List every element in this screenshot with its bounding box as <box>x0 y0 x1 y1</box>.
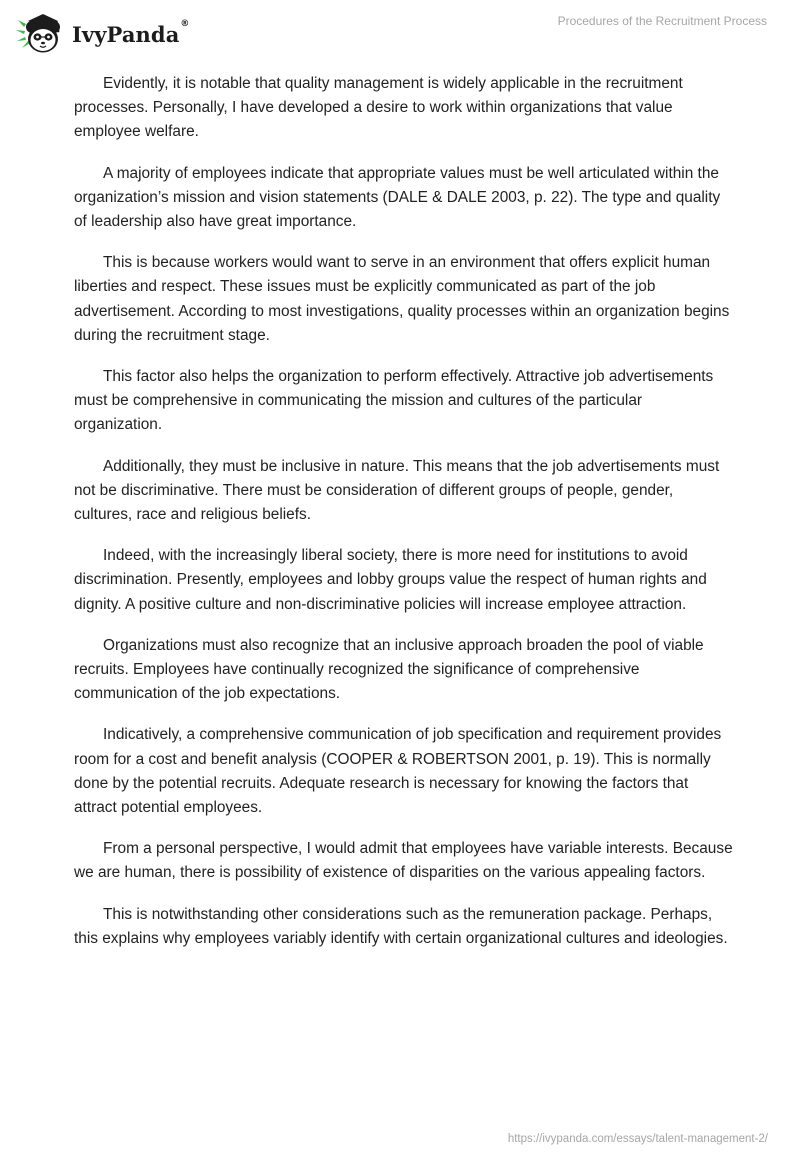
paragraph: A majority of employees indicate that appropriate values must be well articulated within the organization’s mission and vision statements (DALE & DALE 2003, p. 22). The type and quality of leadership also have great importance. <box>74 164 721 231</box>
paragraph: Organizations must also recognize that an inclusive approach broaden the pool of viable recruits. Employees have continually recognized the significance of comprehensive communication of the job expectations. <box>74 636 704 703</box>
brand-logo[interactable] <box>14 8 190 56</box>
panda-graduation-cap-icon <box>14 8 68 56</box>
document-title: Procedures of the Recruitment Process <box>557 14 767 28</box>
page-header <box>0 0 800 60</box>
paragraph: Indicatively, a comprehensive communication of job specification and requirement provides room for a cost and benefit analysis (COOPER & ROBERTSON 2001, p. 19). This is normally done by the potential recruits. Adequate research is necessary for knowing the factors that attract potential employees. <box>74 726 722 817</box>
paragraph: Indeed, with the increasingly liberal society, there is more need for institutions to avoid discrimination. Presently, employees and lobby groups value the respect of human rights and dignity. A positive culture and non-discriminative policies will increase employee attraction. <box>74 547 707 613</box>
source-url[interactable]: https://ivypanda.com/essays/talent-management-2/ <box>507 1133 768 1145</box>
registered-mark: ® <box>180 18 190 29</box>
paragraph: This is notwithstanding other considerations such as the remuneration package. Perhaps, this explains why employees variably identify with certain organizational cultures and ideologies. <box>74 905 728 947</box>
paragraph: This is because workers would want to serve in an environment that offers explicit human liberties and respect. These issues must be explicitly communicated as part of the job advertisement. According to most investigations, quality processes within an organization begins during the recruitment stage. <box>74 254 730 344</box>
paragraph: This factor also helps the organization to perform effectively. Attractive job advertisements must be comprehensive in communicating the mission and cultures of the particular organization. <box>74 368 714 434</box>
paragraph: From a personal perspective, I would admit that employees have variable interests. Because we are human, there is possibility of existence of disparities on the various appealing factors. <box>74 840 733 882</box>
essay-body <box>74 72 734 968</box>
paragraph: Evidently, it is notable that quality management is widely applicable in the recruitment processes. Personally, I have developed a desire to work within organizations that value employee welfare. <box>74 75 683 141</box>
brand-name: IvyPanda® <box>72 18 190 47</box>
paragraph: Additionally, they must be inclusive in nature. This means that the job advertisements must not be discriminative. There must be consideration of different groups of people, gender, cultures, race and religious beliefs. <box>74 457 720 524</box>
